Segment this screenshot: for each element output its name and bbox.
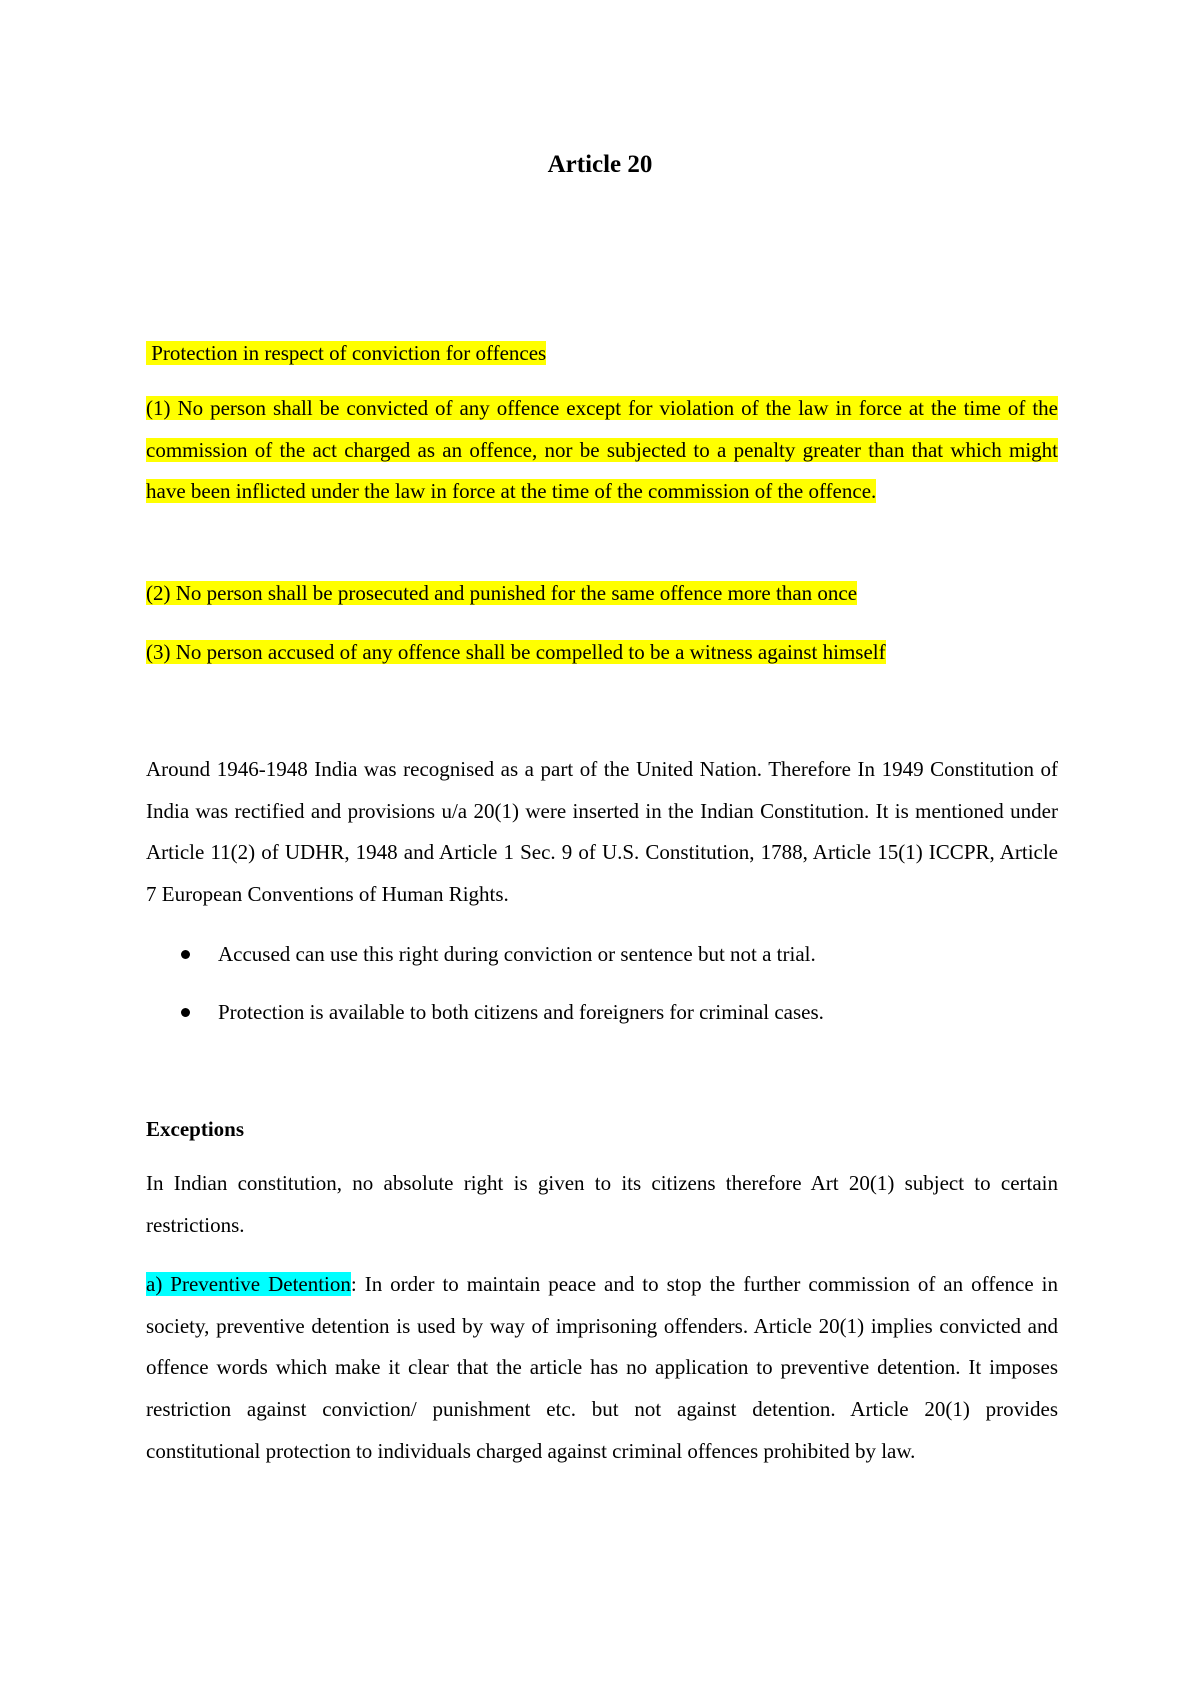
bullet-icon (181, 1008, 190, 1017)
history-paragraph: Around 1946-1948 India was recognised as a part of the United Nation. Therefore In 1949 Constitution of India was rectified and provisions u/a 20(1) were inserted in the Indian Constitution. It is mentioned under Article 11(2) of UDHR, 1948 and Article 1 Sec. 9 of U.S. Constitution, 1788, Article 15(1) ICCPR, Article 7 European Conventions of Human Rights. (146, 757, 1058, 907)
section-heading (146, 333, 1058, 375)
clause-1 (146, 388, 1058, 513)
preventive-detention-text: : In order to maintain peace and to stop the further commission of an offence in society, preventive detention is used by way of imprisoning offenders. Article 20(1) implies convicted and offence words which make it clear that the article has no application to preventive detention. It imposes restriction against conviction/ punishment etc. but not against detention. Article 20(1) provides constitutional protection to individuals charged against criminal offences prohibited by law. (146, 1272, 1058, 1463)
exceptions-intro: In Indian constitution, no absolute right is given to its citizens therefore Art 20(1) subject to certain restrictions. (146, 1171, 1058, 1237)
bullet-icon (181, 950, 190, 959)
preventive-detention-label: a) Preventive Detention (146, 1272, 351, 1296)
section-heading-text: Protection in respect of conviction for offences (146, 341, 547, 365)
clause-3 (146, 632, 1058, 674)
preventive-detention-paragraph (146, 1264, 1058, 1473)
clause-2 (146, 573, 1058, 615)
clause-1-text: (1) No person shall be convicted of any offence except for violation of the law in force at the time of the commission of the act charged as an offence, nor be subjected to a penalty greater than that which might have been inflicted under the law in force at the time of the commission of the offence. (146, 396, 1058, 504)
bullet-text: Accused can use this right during conviction or sentence but not a trial. (218, 942, 816, 966)
clause-3-text: (3) No person accused of any offence shall be compelled to be a witness against himself (146, 640, 886, 664)
document-title: Article 20 (547, 151, 653, 178)
exceptions-heading: Exceptions (146, 1117, 245, 1141)
bullet-text: Protection is available to both citizens and foreigners for criminal cases. (218, 1000, 824, 1024)
clause-2-text: (2) No person shall be prosecuted and punished for the same offence more than once (146, 581, 858, 605)
